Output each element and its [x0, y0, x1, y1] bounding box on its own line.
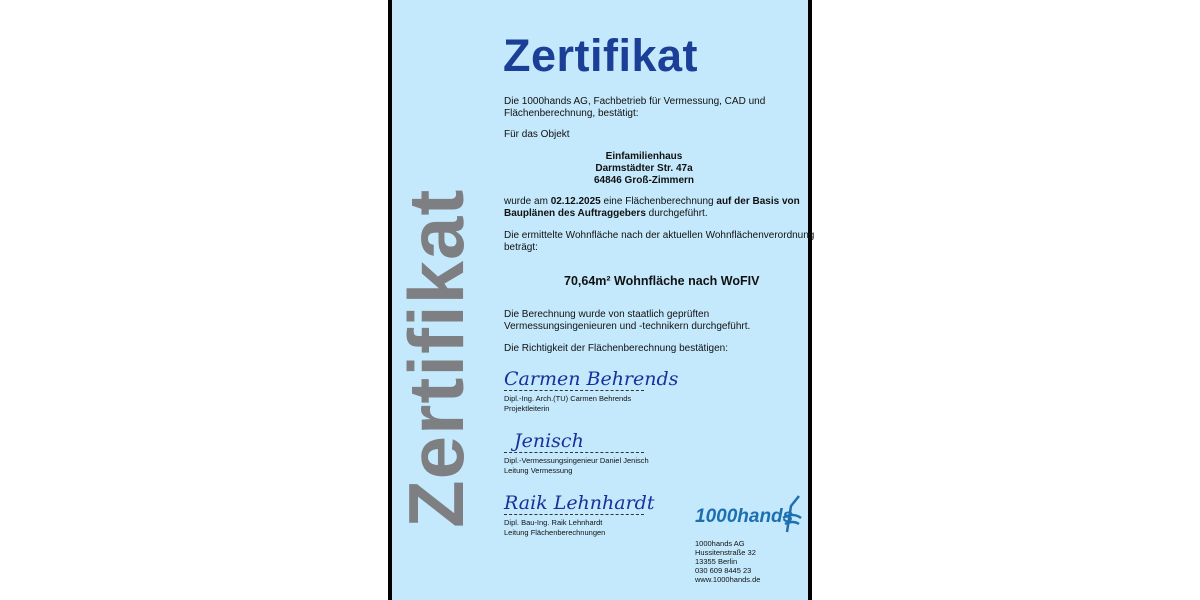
object-city: 64846 Groß-Zimmern [593, 175, 695, 186]
performed-line: Die Berechnung wurde von staatlich geprüften [504, 309, 710, 320]
signer-name: Dipl. Bau-Ing. Raik Lehnhardt [504, 518, 603, 527]
performed-line: Vermessungsingenieuren und -technikern durchgeführt. [504, 321, 751, 332]
company-address [695, 539, 760, 584]
area-intro-line: Die ermittelte Wohnfläche nach der aktuellen Wohnflächenverordnung [504, 230, 815, 241]
address-phone: 030 609 8445 23 [695, 566, 752, 575]
address-website: www.1000hands.de [695, 575, 761, 584]
address-line: 13355 Berlin [695, 557, 738, 566]
signature-image: Raik Lehnhardt [504, 492, 655, 514]
intro-line: Die 1000hands AG, Fachbetrieb für Vermessung, CAD und [504, 96, 766, 107]
performed-text [504, 309, 750, 333]
calc-date: 02.12.2025 [550, 196, 601, 207]
intro-text [504, 96, 765, 120]
object-street: Darmstädter Str. 47a [595, 163, 693, 174]
calc-basis: auf der Basis von [716, 196, 800, 207]
object-type: Einfamilienhaus [605, 151, 683, 162]
signature-line [504, 514, 644, 515]
signature-image: Jenisch [514, 430, 584, 452]
confirm-text: Die Richtigkeit der Flächenberechnung bestätigen: [504, 343, 729, 354]
signature-block-1 [504, 368, 678, 414]
signature-block-2 [504, 430, 649, 476]
signature-block-3 [504, 492, 654, 538]
logo-text: 1000hands [695, 506, 794, 527]
area-result: 70,64m² Wohnfläche nach WoFIV [564, 274, 760, 288]
signature-line [504, 452, 644, 453]
calculation-text [504, 196, 804, 220]
signer-role: Leitung Vermessung [504, 466, 573, 475]
intro-line: Flächenberechnung, bestätigt: [504, 108, 639, 119]
signer-role: Leitung Flächenberechnungen [504, 528, 606, 537]
object-label: Für das Objekt [504, 129, 570, 140]
address-line: 1000hands AG [695, 539, 745, 548]
area-intro [504, 230, 814, 254]
calc-text: wurde am [504, 196, 551, 207]
calc-basis: Bauplänen des Auftraggebers [504, 208, 646, 219]
address-line: Hussitenstraße 32 [695, 548, 756, 557]
company-logo [695, 506, 793, 528]
signer-role: Projektleiterin [504, 404, 550, 413]
calc-text: eine Flächenberechnung [600, 196, 717, 207]
certificate-title: Zertifikat [503, 30, 699, 81]
object-address [504, 151, 784, 187]
area-intro-line: beträgt: [504, 242, 538, 253]
signer-name: Dipl.-Vermessungsingenieur Daniel Jenisch [504, 456, 649, 465]
signature-line [504, 390, 644, 391]
signature-image: Carmen Behrends [504, 368, 679, 390]
calc-text: durchgeführt. [645, 208, 708, 219]
vertical-title: Zertifikat [392, 188, 480, 528]
hand-scroll-icon [779, 492, 805, 534]
signer-name: Dipl.-Ing. Arch.(TU) Carmen Behrends [504, 394, 632, 403]
